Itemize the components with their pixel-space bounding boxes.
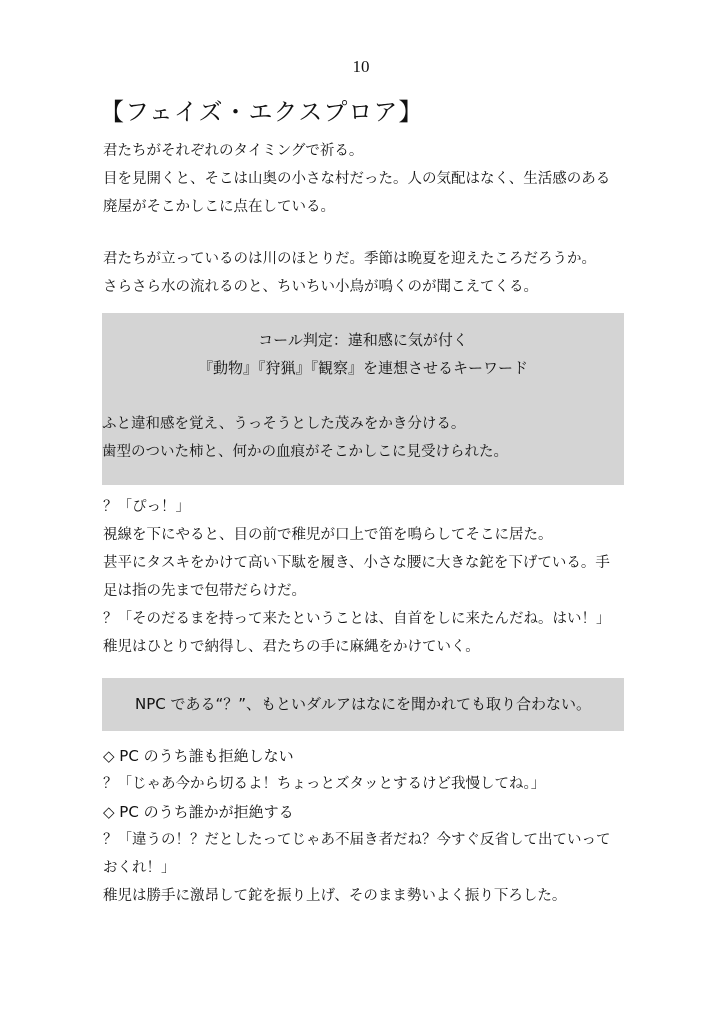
text-line: 君たちが立っているのは川のほとりだ。季節は晩夏を迎えたころだろうか。 <box>103 251 596 267</box>
text-line: ？「じゃあ今から切るよ！ちょっとズタッとするけど我慢してね。」 <box>103 776 546 792</box>
encounter-paragraph <box>103 493 633 661</box>
call-check-heading: コール判定：違和感に気が付く <box>258 331 468 349</box>
text-line: ？「ぴっ！」 <box>103 499 190 515</box>
text-line: 稚児は勝手に激昂して鉈を振り上げ、そのまま勢いよく振り下ろした。 <box>103 888 567 904</box>
text-line: 君たちがそれぞれのタイミングで祈る。 <box>103 143 364 159</box>
branch-section <box>103 742 633 910</box>
text-line: ふと違和感を覚え、うっそうとした茂みをかき分ける。 <box>102 416 466 432</box>
text-line: 目を見開くと、そこは山奥の小さな村だった。人の気配はなく、生活感のある <box>103 171 611 187</box>
branch-a-heading: ◇ PC のうち誰も拒絶しない <box>103 747 294 765</box>
text-line: おくれ！」 <box>103 860 176 876</box>
text-line: 廃屋がそこかしこに点在している。 <box>103 199 335 215</box>
branch-b-heading: ◇ PC のうち誰かが拒絶する <box>103 803 294 821</box>
text-line: 甚平にタスキをかけて高い下駄を履き、小さな腰に大きな鉈を下げている。手 <box>103 555 610 571</box>
text-line: 稚児はひとりで納得し、君たちの手に麻縄をかけていく。 <box>103 639 480 655</box>
text-line: さらさら水の流れるのと、ちいちい小鳥が鳴くのが聞こえてくる。 <box>103 279 538 295</box>
npc-note-box <box>102 678 624 731</box>
call-check-keywords: 『動物』『狩猟』『観察』を連想させるキーワード <box>197 359 528 377</box>
scene-paragraph <box>103 245 633 301</box>
text-line: 視線を下にやると、目の前で稚児が口上で笛を鳴らしてそこに居た。 <box>103 527 553 543</box>
call-check-box <box>102 313 624 485</box>
text-line: 歯型のついた柿と、何かの血痕がそこかしこに見受けられた。 <box>102 444 508 460</box>
page-number: 10 <box>352 57 370 76</box>
intro-paragraph <box>103 137 633 221</box>
text-line: ？「違うの！？だとしたってじゃあ不届き者だね？今すぐ反省して出ていって <box>103 832 611 848</box>
text-line: ？「そのだるまを持って来たということは、自首をしに来たんだね。はい！」 <box>103 611 611 627</box>
page-title: 【フェイズ・エクスプロア】 <box>100 98 424 126</box>
npc-note: NPC である“？”、もといダルアはなにを聞かれても取り合わない。 <box>134 695 592 713</box>
text-line: 足は指の先まで包帯だらけだ。 <box>103 583 306 599</box>
